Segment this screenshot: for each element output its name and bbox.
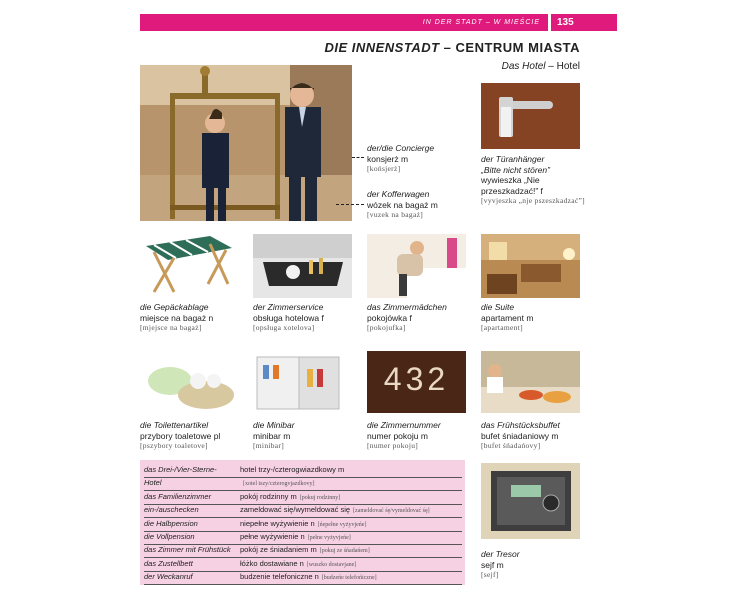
photo-toiletries	[140, 351, 239, 413]
photo-minibar	[253, 351, 352, 413]
title-pl: CENTRUM MIASTA	[455, 40, 580, 55]
vocab-de: Hotel	[144, 478, 162, 488]
vocab-row	[144, 464, 462, 478]
vocab-pl	[240, 478, 462, 487]
title-de: DIE INNENSTADT	[324, 40, 440, 55]
leader-line-concierge	[352, 157, 364, 158]
vocab-phonetic: [wuszko dostavjane]	[306, 561, 357, 568]
vocab-de: der Weckanruf	[144, 572, 193, 582]
subtitle-de: Das Hotel	[501, 61, 546, 72]
vocab-phonetic: [zameldovać śę/vymeldovać śę]	[353, 508, 430, 515]
vocab-phonetic: [pokuj ze śńadańem]	[319, 548, 370, 555]
page-subtitle: Das Hotel – Hotel	[501, 61, 580, 72]
vocab-pl-text: pokój rodzinny m	[240, 491, 297, 501]
vocab-pl-text: zameldować się/wymeldować się	[240, 505, 351, 515]
vocab-row	[144, 477, 462, 491]
vocab-de: die Vollpension	[144, 532, 195, 541]
photo-safe	[481, 463, 580, 539]
photo-concierge	[140, 65, 352, 221]
vocab-phonetic: [ńepełne vyżyvjeńe]	[317, 521, 367, 528]
page-number: 135	[551, 14, 617, 31]
photo-chambermaid	[367, 234, 466, 298]
leader-line-kofferwagen	[336, 204, 364, 205]
vocab-row	[144, 558, 462, 572]
photo-luggage-rack	[140, 234, 239, 298]
label-tuerhaenger: der Türanhänger „Bitte nicht stören” wywieszka „Nie przeszkadzać!” f [vyvjeszka „nje pszeszkadzać”]	[481, 154, 585, 205]
vocab-phonetic: [xotel tszy/czterogvjazdkovy]	[243, 481, 315, 488]
label-zimmernummer: die Zimmernummer numer pokoju m [numer pokoju]	[367, 420, 441, 450]
vocab-pl-text: łóżko dostawiane n	[240, 558, 304, 568]
vocab-de: ein-/auschecken	[144, 505, 199, 515]
vocab-pl	[240, 465, 462, 474]
vocab-pl	[240, 519, 462, 528]
page-title: DIE INNENSTADT – CENTRUM MIASTA	[324, 40, 580, 55]
photo-suite	[481, 234, 580, 298]
label-gepaeckablage: die Gepäckablage miejsce na bagaż n [mjejsce na bagaż]	[140, 302, 214, 332]
label-tresor: der Tresor sejf m [sejf]	[481, 549, 520, 579]
vocab-de: die Halbpension	[144, 518, 198, 528]
vocab-de: das Drei-/Vier-Sterne-	[144, 465, 217, 474]
vocab-pl	[240, 545, 462, 554]
vocab-row	[144, 571, 462, 585]
vocab-de: das Familienzimmer	[144, 491, 212, 501]
section-title: IN DER STADT – W MIEŚCIE	[422, 19, 540, 26]
vocab-row	[144, 518, 462, 532]
vocab-phonetic: [pokuj rodzinny]	[299, 494, 341, 501]
vocab-row	[144, 531, 462, 545]
vocab-pl	[240, 532, 462, 541]
label-suite: die Suite apartament m [apartament]	[481, 302, 534, 332]
label-zimmermaedchen: das Zimmermädchen pokojówka f [pokojufka]	[367, 302, 447, 332]
vocab-pl-text: budzenie telefoniczne n	[240, 572, 319, 582]
vocab-pl	[240, 572, 462, 581]
vocab-pl-text: pełne wyżywienie n	[240, 532, 305, 541]
vocab-pl-text: hotel trzy-/czterogwiazdkowy m	[240, 465, 345, 474]
label-zimmerservice: der Zimmerservice obsługa hotelowa f [opsługa xotelova]	[253, 302, 324, 332]
room-number-digits: 432	[383, 361, 450, 397]
photo-room-service	[253, 234, 352, 298]
label-minibar: die Minibar minibar m [minibar]	[253, 420, 295, 450]
vocab-phonetic: [pełne vyżyvjeńe]	[307, 535, 351, 541]
label-concierge: der/die Concierge konsjerż m [końsjerż]	[367, 143, 435, 173]
vocab-pl-text: niepełne wyżywienie n	[240, 518, 315, 528]
vocab-pl	[240, 559, 462, 568]
vocab-row	[144, 544, 462, 558]
vocab-row	[144, 504, 462, 518]
photo-door-hanger	[481, 83, 580, 149]
vocab-pl	[240, 492, 462, 501]
label-toilettenartikel: die Toilettenartikel przybory toaletowe pl [pszybory toaletove]	[140, 420, 221, 450]
vocab-phonetic: [budzeńe telefońiczne]	[321, 575, 377, 582]
photo-room-number	[367, 351, 466, 413]
subtitle-pl: Hotel	[556, 61, 580, 72]
vocab-pl	[240, 505, 462, 514]
vocab-de: das Zimmer mit Frühstück	[144, 545, 231, 555]
photo-breakfast-buffet	[481, 351, 580, 413]
vocab-row	[144, 491, 462, 505]
label-fruehstuecksbuffet: das Frühstücksbuffet bufet śniadaniowy m [bufet śńadańovy]	[481, 420, 560, 450]
label-kofferwagen: der Kofferwagen wózek na bagaż m [vuzek na bagaż]	[367, 189, 438, 219]
vocab-de: das Zustellbett	[144, 558, 193, 568]
vocab-pl-text: pokój ze śniadaniem m	[240, 545, 317, 555]
